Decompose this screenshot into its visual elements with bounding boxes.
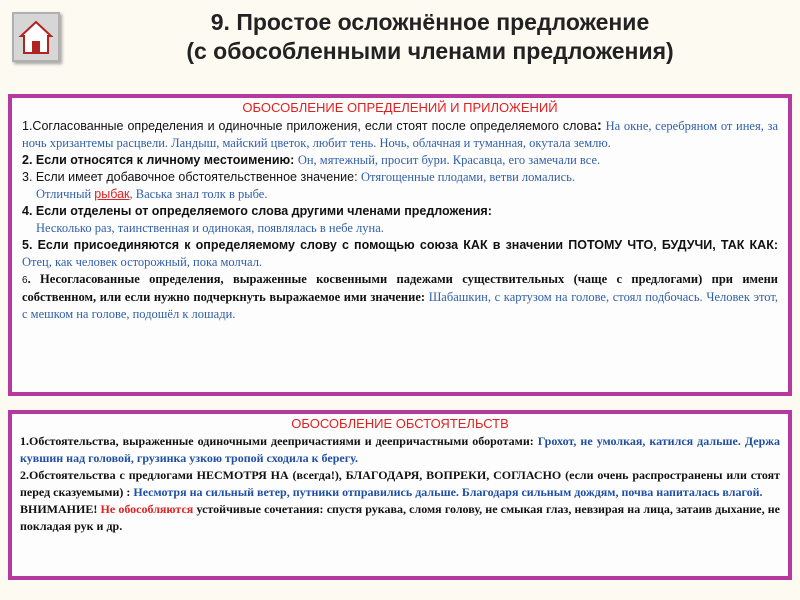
circ-rule-1-text: 1.Обстоятельства, выраженные одиночными деепричастиями и деепричастными оборотами: [20,434,538,448]
rule-1-colon: : [596,117,602,134]
rule-5-text: 5. Если присоединяются к определяемому слову с помощью союза КАК в значении ПОТОМУ ЧТО, БУДУЧИ, ТАК КАК: [22,238,778,252]
rule-6 [22,271,778,323]
rule-6-example: Шабашкин, с картузом на голове, стоял подбочась. Человек этот, с мешком на голове, подошёл к лошади. [22,290,778,321]
title-line-2: (с обособленными членами предложения) [186,38,674,64]
rule-3-example: Отягощенные плодами, ветви ломались. [361,170,575,184]
circ-rule-2-text: 2.Обстоятельства с предлогами НЕСМОТРЯ НА (всегда!), БЛАГОДАРЯ, ВОПРЕКИ, СОГЛАСНО (если очень распространены или стоят перед сказуемыми) : [20,468,780,499]
warning-text: устойчивые сочетания: спустя рукава, сломя голову, не смыкая глаз, невзирая на лица, затаив дыхание, не покладая рук и др. [20,502,781,533]
home-button[interactable] [12,12,60,62]
circ-rule-1-example: Грохот, не умолкая, катился дальше. Держа кувшин над головой, грузинка узкою тропой сходила к берегу. [20,434,780,465]
title-line-1: 9. Простое осложнённое предложение [210,9,650,35]
rule-1-text: 1.Согласованные определения и одиночные приложения, если стоят после определяемого слова [22,119,597,133]
circ-rule-1 [20,433,780,467]
circumstances-heading: ОБОСОБЛЕНИЕ ОБСТОЯТЕЛЬСТВ [291,416,509,431]
circ-rule-2-example: Несмотря на сильный ветер, путники отправились дальше. Благодаря сильным дождям, почва напиталась влагой. [133,485,763,499]
warning-label: ВНИМАНИЕ! [20,502,101,516]
rule-3b-post: , Васька знал толк в рыбе. [129,187,268,201]
rule-1 [22,117,778,152]
rule-4-example: Несколько раз, таинственная и одинокая, появлялась в небе луна. [36,221,384,235]
rule-4 [22,203,778,220]
circumstances-box [8,410,792,580]
rule-4-example-line [22,220,778,237]
rule-3-example-2 [22,186,778,203]
rule-6-number: 6 [22,275,28,286]
rule-5-example: Отец, как человек осторожный, пока молчал. [22,255,263,269]
rule-3-text: 3. Если имеет добавочное обстоятельственное значение: [22,170,362,184]
rule-3b-word: рыбак [94,187,130,201]
rule-3 [22,169,778,186]
warning-highlight: Не обособляются [100,502,194,516]
rule-1-example: На окне, серебряном от инея, за ночь хризантемы расцвели. Ландыш, майский цветок, любит тень. Ночь, облачная и туманная, окутала землю. [22,119,778,150]
rule-6-text: . Несогласованные определения, выраженные косвенными падежами существительных (чаще с предлогами) при имени собственном, или если нужно подчеркнуть выражаемое ими значение: [22,272,778,304]
rule-3b-pre: Отличный [36,187,95,201]
definitions-box [8,94,792,396]
page-title [60,8,800,66]
circ-rule-2 [20,467,780,501]
home-icon [18,18,54,56]
definitions-heading: ОБОСОБЛЕНИЕ ОПРЕДЕЛЕНИЙ И ПРИЛОЖЕНИЙ [242,100,558,115]
rule-4-text: 4. Если отделены от определяемого слова другими членами предложения: [22,204,492,218]
rule-2-example: Он, мятежный, просит бури. Красавца, его замечали все. [297,153,601,167]
rule-2-text: 2. Если относятся к личному местоимению: [22,153,298,167]
rule-2 [22,152,778,169]
warning [20,501,780,535]
rule-5 [22,237,778,271]
